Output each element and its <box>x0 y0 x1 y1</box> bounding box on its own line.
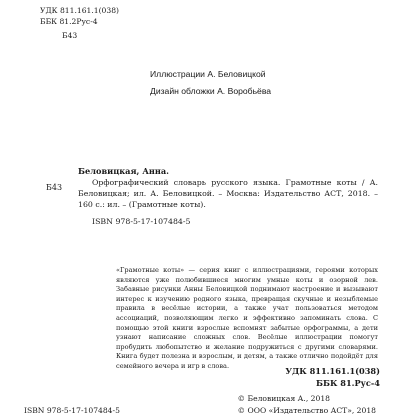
illustrations-credit: Иллюстрации А. Беловицкой <box>150 69 266 79</box>
catalog-entry <box>78 166 378 227</box>
top-index-code: Б43 <box>62 31 78 40</box>
bottom-bbk-code: ББК 81.Рус-4 <box>315 377 380 388</box>
cover-design-credit: Дизайн обложки А. Воробьёва <box>150 85 272 96</box>
top-bbk-code: ББК 81.2Рус-4 <box>40 17 98 26</box>
bottom-udk-code: УДК 811.161.1(038) <box>285 366 380 376</box>
catalog-isbn: ISBN 978-5-17-107484-5 <box>92 217 191 226</box>
catalog-description: Орфографический словарь русского языка. Грамотные коты / А. Беловицкая; ил. А. Беловицкой. – Москва: Издательство АСТ, 2018. – 160 с.: ил. – (Грамотные коты). <box>78 178 378 209</box>
footer-isbn: ISBN 978-5-17-107484-5 <box>24 406 120 415</box>
top-udk-code: УДК 811.161.1(038) <box>40 6 120 15</box>
catalog-author-heading: Беловицкая, Анна. <box>78 166 170 176</box>
copyright-publisher: © ООО «Издательство АСТ», 2018 <box>237 405 376 415</box>
book-annotation: «Грамотные коты» — серия книг с иллюстрациями, героями которых являются уже полюбившиеся многим умные коты и озорной лев. Забавные рисунки Анны Беловицкой поднимают настроение и вызывают интерес к изучению родного языка, превращая скучные и незыблемые правила в весёлые истории, а также учат пользоваться методом ассоциаций, позволяющим легко и эффективно запоминать слова. С помощью этой книги взрослые вспомнят забытые орфограммы, а дети узнают написание сложных слов. Весёлые иллюстрации помогут пробудить любопытство и желание подружиться с другими словарями. Книга будет полезна и взрослым, и детям, а также отлично подойдёт для семейного вечера и игр в слова. <box>116 266 378 370</box>
catalog-side-code: Б43 <box>46 183 63 192</box>
footer-copyrights <box>237 393 376 416</box>
bottom-codes <box>285 366 380 389</box>
copyright-author: © Беловицкая А., 2018 <box>237 394 330 403</box>
credits <box>150 66 271 99</box>
